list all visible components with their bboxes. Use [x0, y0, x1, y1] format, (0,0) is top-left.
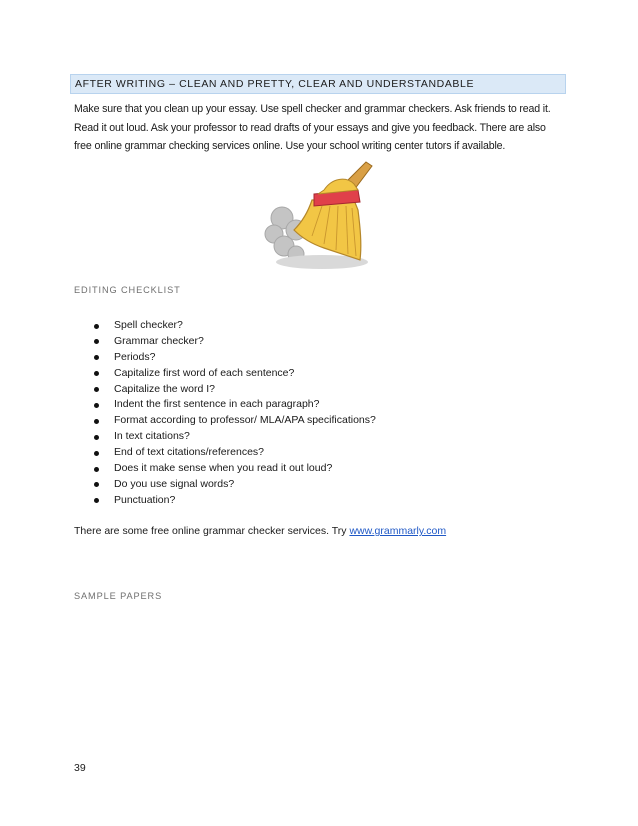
- list-item: [74, 461, 376, 477]
- list-item-text: Indent the first sentence in each paragraph?: [114, 398, 320, 411]
- list-item-text: Punctuation?: [114, 493, 176, 506]
- broom-icon: [262, 160, 378, 272]
- page-number: 39: [74, 762, 86, 774]
- bullet-icon: [94, 387, 99, 392]
- list-item-text: End of text citations/references?: [114, 446, 264, 459]
- list-item-text: In text citations?: [114, 430, 190, 443]
- intro-line: Read it out loud. Ask your professor to read drafts of your essays and give you feedback. There are also: [74, 121, 546, 134]
- grammarly-link[interactable]: www.grammarly.com: [349, 525, 447, 537]
- intro-line: free online grammar checking services online. Use your school writing center tutors if available.: [74, 140, 506, 152]
- list-item: [74, 334, 376, 350]
- intro-paragraph: [74, 100, 568, 156]
- list-item: [74, 318, 376, 334]
- grammar-checker-note: [74, 525, 446, 537]
- bullet-icon: [94, 371, 99, 376]
- list-item: [74, 366, 376, 382]
- list-item-text: Capitalize first word of each sentence?: [114, 366, 295, 379]
- section-heading: AFTER WRITING – CLEAN AND PRETTY, CLEAR AND UNDERSTANDABLE: [70, 74, 566, 94]
- sample-papers-title: SAMPLE PAPERS: [74, 591, 163, 601]
- list-item-text: Periods?: [114, 350, 156, 363]
- grammar-note-text: There are some free online grammar checker services. Try: [74, 525, 350, 537]
- list-item-text: Grammar checker?: [114, 334, 204, 347]
- intro-line: Make sure that you clean up your essay. Use spell checker and grammar checkers. Ask friends to read it.: [74, 103, 551, 115]
- list-item: [74, 493, 376, 509]
- list-item-text: Do you use signal words?: [114, 477, 235, 490]
- list-item-text: Spell checker?: [114, 319, 183, 331]
- bullet-icon: [94, 498, 99, 503]
- bullet-icon: [94, 482, 99, 487]
- list-item: [74, 350, 376, 366]
- bullet-icon: [94, 355, 99, 360]
- list-item: [74, 413, 376, 429]
- bullet-icon: [94, 467, 99, 472]
- bullet-icon: [94, 339, 99, 344]
- list-item: [74, 397, 376, 413]
- list-item-text: Does it make sense when you read it out loud?: [114, 462, 333, 475]
- editing-checklist-title: EDITING CHECKLIST: [74, 285, 181, 295]
- bullet-icon: [94, 451, 99, 456]
- editing-checklist: [74, 318, 376, 509]
- bullet-icon: [94, 403, 99, 408]
- bullet-icon: [94, 324, 99, 329]
- list-item: [74, 445, 376, 461]
- broom-bristles: [294, 200, 361, 260]
- bullet-icon: [94, 419, 99, 424]
- list-item: [74, 382, 376, 398]
- list-item-text: Format according to professor/ MLA/APA specifications?: [114, 414, 376, 427]
- list-item: [74, 477, 376, 493]
- list-item-text: Capitalize the word I?: [114, 382, 215, 395]
- list-item: [74, 429, 376, 445]
- bullet-icon: [94, 435, 99, 440]
